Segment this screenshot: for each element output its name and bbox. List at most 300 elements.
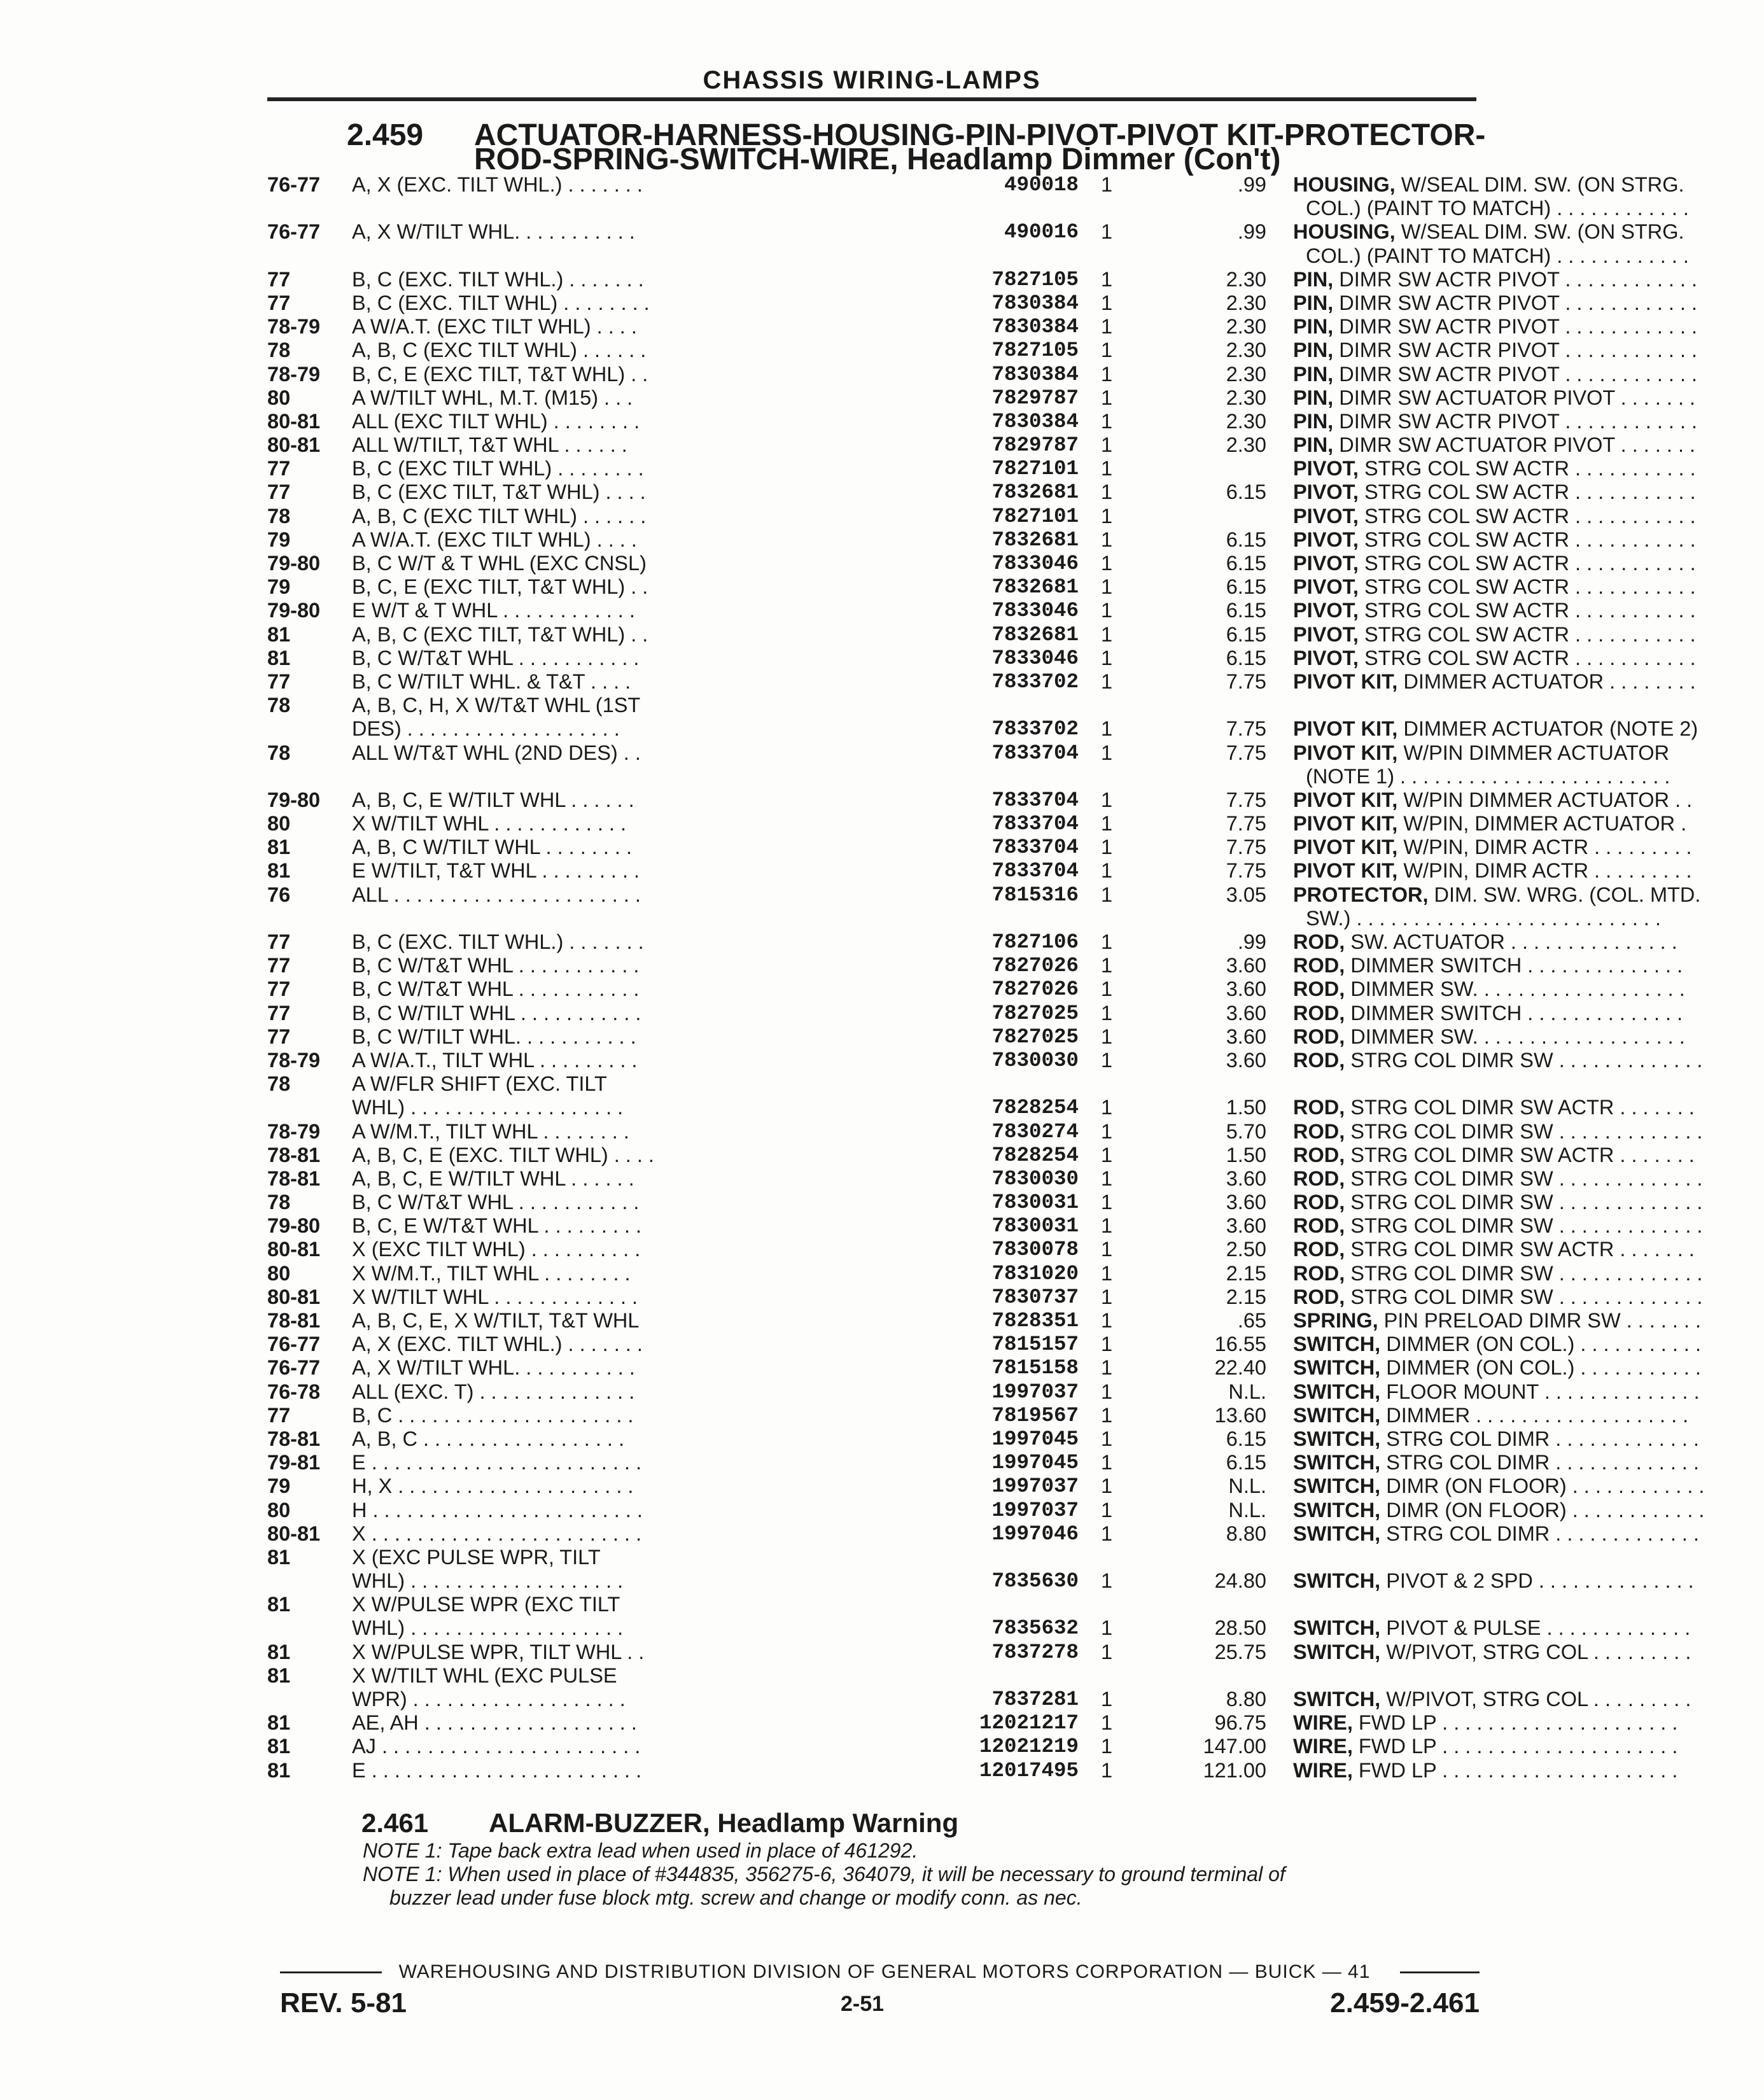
quantity: 1 bbox=[1101, 1403, 1113, 1427]
price: 2.15 bbox=[1226, 1261, 1266, 1285]
description bbox=[1293, 1499, 1751, 1522]
application: H . . . . . . . . . . . . . . . . . . . . . . . . bbox=[352, 1498, 643, 1522]
application: A W/A.T., TILT WHL . . . . . . . . . bbox=[352, 1048, 638, 1072]
model-year: 76 bbox=[267, 883, 291, 906]
model-year: 81 bbox=[267, 836, 291, 859]
application: AJ . . . . . . . . . . . . . . . . . . . . . . . bbox=[352, 1735, 641, 1758]
description-keyword: ROD, bbox=[1293, 954, 1345, 977]
description-keyword: SWITCH, bbox=[1293, 1640, 1381, 1663]
application: X W/TILT WHL . . . . . . . . . . . . bbox=[352, 812, 626, 836]
model-year: 79-81 bbox=[267, 1451, 321, 1474]
price: 6.15 bbox=[1226, 575, 1266, 599]
description bbox=[1293, 363, 1751, 386]
quantity: 1 bbox=[1101, 362, 1113, 386]
application: E W/T & T WHL . . . . . . . . . . . . bbox=[352, 599, 635, 622]
parts-row bbox=[267, 812, 1687, 836]
quantity: 1 bbox=[1101, 1427, 1113, 1450]
description bbox=[1293, 1522, 1751, 1546]
part-number: 7827101 bbox=[991, 504, 1079, 528]
quantity: 1 bbox=[1101, 669, 1113, 693]
model-year: 78-81 bbox=[267, 1309, 321, 1332]
application: E W/TILT, T&T WHL . . . . . . . . . bbox=[352, 859, 640, 883]
description-keyword: PIVOT, bbox=[1293, 504, 1359, 528]
price: 2.30 bbox=[1226, 362, 1266, 386]
parts-row bbox=[267, 1048, 1703, 1072]
quantity: 1 bbox=[1101, 386, 1113, 409]
price: 6.15 bbox=[1226, 1427, 1266, 1450]
parts-row bbox=[267, 362, 1698, 386]
description-text: STRG COL DIMR SW . . . . . . . . . . . . . bbox=[1350, 1214, 1703, 1238]
parts-row bbox=[267, 291, 1698, 315]
price: 3.05 bbox=[1226, 883, 1266, 906]
part-number: 7830078 bbox=[991, 1238, 1079, 1262]
model-year: 78-79 bbox=[267, 1119, 321, 1143]
description-keyword: WIRE, bbox=[1293, 1711, 1353, 1735]
description-text: PIVOT & PULSE . . . . . . . . . . . . . bbox=[1386, 1616, 1691, 1640]
parts-row bbox=[267, 315, 1698, 339]
description bbox=[1293, 505, 1751, 528]
quantity: 1 bbox=[1101, 504, 1113, 528]
quantity: 1 bbox=[1101, 622, 1113, 646]
part-number: 7831020 bbox=[991, 1261, 1079, 1285]
description-keyword: ROD, bbox=[1293, 1025, 1345, 1048]
price: 3.60 bbox=[1226, 977, 1266, 1001]
price: 7.75 bbox=[1226, 788, 1266, 811]
part-number: 7837281 bbox=[991, 1688, 1079, 1711]
parts-row bbox=[267, 1711, 1678, 1735]
model-year: 77 bbox=[267, 1403, 291, 1427]
part-number: 1997037 bbox=[991, 1380, 1079, 1404]
description-text: DIMR SW ACTR PIVOT . . . . . . . . . . . . bbox=[1339, 339, 1698, 362]
price: 8.80 bbox=[1226, 1688, 1266, 1711]
description-keyword: SWITCH, bbox=[1293, 1403, 1381, 1427]
description-text: DIMR SW ACTUATOR PIVOT . . . . . . . bbox=[1339, 433, 1696, 457]
model-year: 81 bbox=[267, 1735, 291, 1758]
description-text: STRG COL SW ACTR . . . . . . . . . . . bbox=[1364, 646, 1696, 669]
part-number: 7833702 bbox=[991, 717, 1079, 741]
part-number: 7833704 bbox=[991, 859, 1079, 883]
parts-row bbox=[267, 457, 1696, 481]
description-text: DIMMER ACTUATOR . . . . . . . . bbox=[1403, 669, 1696, 693]
model-year: 78 bbox=[267, 1072, 291, 1096]
model-year: 81 bbox=[267, 1593, 291, 1616]
section2-title bbox=[361, 1807, 958, 1839]
parts-row bbox=[267, 954, 1683, 978]
description-keyword: SWITCH, bbox=[1293, 1380, 1381, 1403]
description-text: DIMMER (ON COL.) . . . . . . . . . . . bbox=[1386, 1356, 1702, 1380]
application: B, C (EXC TILT, T&T WHL) . . . . bbox=[352, 480, 646, 504]
parts-row bbox=[267, 1427, 1700, 1451]
parts-row bbox=[267, 1333, 1702, 1357]
application: A, X W/TILT WHL. . . . . . . . . . . bbox=[352, 220, 635, 244]
description-text: STRG COL SW ACTR . . . . . . . . . . . bbox=[1364, 599, 1696, 622]
parts-row bbox=[267, 1025, 1685, 1049]
part-number: 490016 bbox=[1004, 220, 1079, 244]
price: 2.30 bbox=[1226, 315, 1266, 339]
description-keyword: PIN, bbox=[1293, 433, 1334, 457]
application: A, B, C, H, X W/T&T WHL (1ST bbox=[352, 694, 641, 717]
part-number: 7832681 bbox=[991, 622, 1079, 647]
description bbox=[1293, 1214, 1751, 1238]
parts-row bbox=[267, 504, 1696, 528]
price: .99 bbox=[1237, 930, 1266, 953]
model-year: 81 bbox=[267, 1758, 291, 1782]
application: A, X W/TILT WHL. . . . . . . . . . . bbox=[352, 1356, 635, 1380]
description-text: FWD LP . . . . . . . . . . . . . . . . . . . . . bbox=[1358, 1711, 1678, 1735]
parts-row bbox=[267, 1285, 1703, 1309]
model-year: 79-80 bbox=[267, 599, 321, 622]
description bbox=[1293, 1285, 1751, 1309]
description-keyword: PROTECTOR, bbox=[1293, 883, 1429, 906]
description-text: STRG COL DIMR SW . . . . . . . . . . . . . bbox=[1350, 1166, 1703, 1190]
description-text: STRG COL SW ACTR . . . . . . . . . . . bbox=[1364, 528, 1696, 551]
application: A W/TILT WHL, M.T. (M15) . . . bbox=[352, 386, 633, 409]
description bbox=[1293, 670, 1751, 694]
description-keyword: ROD, bbox=[1293, 977, 1345, 1001]
quantity: 1 bbox=[1101, 1688, 1113, 1711]
application: AE, AH . . . . . . . . . . . . . . . . . . . bbox=[352, 1711, 637, 1735]
price: 1.50 bbox=[1226, 1096, 1266, 1119]
price: .65 bbox=[1237, 1309, 1266, 1332]
quantity: 1 bbox=[1101, 646, 1113, 669]
part-number: 1997037 bbox=[991, 1474, 1079, 1499]
model-year: 76-77 bbox=[267, 220, 321, 244]
description-text: PIVOT & 2 SPD . . . . . . . . . . . . . . bbox=[1386, 1569, 1694, 1593]
price: .99 bbox=[1237, 173, 1266, 196]
description-keyword: ROD, bbox=[1293, 1285, 1345, 1308]
price: 7.75 bbox=[1226, 741, 1266, 764]
application: A, B, C, E (EXC. TILT WHL) . . . . bbox=[352, 1143, 654, 1166]
quantity: 1 bbox=[1101, 575, 1113, 599]
model-year: 78-81 bbox=[267, 1143, 321, 1166]
parts-row bbox=[267, 1143, 1695, 1167]
description bbox=[1293, 647, 1751, 670]
model-year: 81 bbox=[267, 1545, 291, 1569]
description-keyword: PIN, bbox=[1293, 339, 1334, 362]
application: A W/FLR SHIFT (EXC. TILT bbox=[352, 1072, 607, 1096]
parts-row bbox=[267, 528, 1696, 552]
description-keyword: WIRE, bbox=[1293, 1758, 1353, 1782]
description-keyword: PIN, bbox=[1293, 386, 1334, 409]
description bbox=[1293, 1167, 1751, 1191]
quantity: 1 bbox=[1101, 1758, 1113, 1782]
price: 6.15 bbox=[1226, 646, 1266, 669]
description-text: COL.) (PAINT TO MATCH) . . . . . . . . . . . . bbox=[1306, 244, 1689, 267]
quantity: 1 bbox=[1101, 1640, 1113, 1663]
description-text: STRG COL DIMR SW . . . . . . . . . . . . . bbox=[1350, 1191, 1703, 1214]
application: B, C W/TILT WHL . . . . . . . . . . . bbox=[352, 1001, 641, 1025]
quantity: 1 bbox=[1101, 220, 1113, 244]
quantity: 1 bbox=[1101, 1285, 1113, 1308]
description bbox=[1293, 1451, 1751, 1474]
quantity: 1 bbox=[1101, 528, 1113, 551]
application: WHL) . . . . . . . . . . . . . . . . . . . bbox=[352, 1096, 624, 1119]
price: 121.00 bbox=[1203, 1758, 1266, 1782]
description-text: STRG COL DIMR SW . . . . . . . . . . . . . bbox=[1350, 1119, 1703, 1143]
footer-page-number: 2-51 bbox=[840, 1992, 885, 2016]
quantity: 1 bbox=[1101, 1214, 1113, 1238]
quantity: 1 bbox=[1101, 480, 1113, 504]
description-keyword: ROD, bbox=[1293, 1048, 1345, 1072]
description-keyword: PIVOT, bbox=[1293, 528, 1359, 551]
description bbox=[1293, 315, 1751, 339]
part-number: 7829787 bbox=[991, 433, 1079, 458]
model-year: 79 bbox=[267, 528, 291, 551]
description-keyword: SWITCH, bbox=[1293, 1333, 1381, 1356]
quantity: 1 bbox=[1101, 812, 1113, 836]
price: 24.80 bbox=[1214, 1569, 1266, 1593]
price: 147.00 bbox=[1203, 1735, 1266, 1758]
description-text: DIMMER SW. . . . . . . . . . . . . . . . . . . bbox=[1350, 977, 1685, 1001]
application: A, B, C (EXC TILT WHL) . . . . . . bbox=[352, 339, 647, 362]
model-year: 81 bbox=[267, 1663, 291, 1687]
model-year: 76-77 bbox=[267, 1333, 321, 1356]
application: B, C, E (EXC TILT, T&T WHL) . . bbox=[352, 575, 648, 599]
price: 13.60 bbox=[1214, 1403, 1266, 1427]
quantity: 1 bbox=[1101, 836, 1113, 859]
description-keyword: ROD, bbox=[1293, 1214, 1345, 1238]
part-number: 12021217 bbox=[979, 1711, 1079, 1735]
price: 3.60 bbox=[1226, 954, 1266, 977]
description bbox=[1293, 1616, 1751, 1640]
part-number: 7819567 bbox=[991, 1403, 1079, 1427]
application: B, C . . . . . . . . . . . . . . . . . . . . . bbox=[352, 1403, 634, 1427]
parts-row bbox=[267, 244, 1689, 268]
quantity: 1 bbox=[1101, 1166, 1113, 1190]
model-year: 77 bbox=[267, 457, 291, 480]
model-year: 76-77 bbox=[267, 1356, 321, 1380]
description-text: DIMMER ACTUATOR (NOTE 2) bbox=[1403, 717, 1698, 741]
part-number: 7833046 bbox=[991, 552, 1079, 575]
description-text: (NOTE 1) . . . . . . . . . . . . . . . . . . . . . . . . bbox=[1306, 764, 1670, 788]
description-keyword: SWITCH, bbox=[1293, 1474, 1381, 1498]
price: 6.15 bbox=[1226, 480, 1266, 504]
description-text: W/PIN, DIMMER ACTUATOR . bbox=[1403, 812, 1687, 836]
part-number: 7833046 bbox=[991, 646, 1079, 670]
header-rule bbox=[267, 97, 1476, 101]
description-text: W/SEAL DIM. SW. (ON STRG. bbox=[1401, 220, 1684, 244]
part-number: 7833704 bbox=[991, 788, 1079, 812]
model-year: 81 bbox=[267, 646, 291, 669]
parts-row bbox=[267, 599, 1696, 623]
model-year: 77 bbox=[267, 291, 291, 314]
quantity: 1 bbox=[1101, 1474, 1113, 1498]
quantity: 1 bbox=[1101, 267, 1113, 291]
quantity: 1 bbox=[1101, 339, 1113, 362]
model-year: 78-81 bbox=[267, 1166, 321, 1190]
part-number: 490018 bbox=[1004, 173, 1079, 197]
description-text: STRG COL DIMR . . . . . . . . . . . . . bbox=[1386, 1451, 1700, 1474]
quantity: 1 bbox=[1101, 1616, 1113, 1640]
description bbox=[1293, 1309, 1751, 1333]
model-year: 77 bbox=[267, 977, 291, 1001]
model-year: 78 bbox=[267, 339, 291, 362]
application: A W/M.T., TILT WHL . . . . . . . . bbox=[352, 1119, 629, 1143]
model-year: 79-80 bbox=[267, 552, 321, 575]
description-text: DIMR SW ACTR PIVOT . . . . . . . . . . . . bbox=[1339, 409, 1698, 433]
quantity: 1 bbox=[1101, 1025, 1113, 1048]
price: 16.55 bbox=[1214, 1333, 1266, 1356]
quantity: 1 bbox=[1101, 977, 1113, 1001]
description bbox=[1293, 1144, 1751, 1167]
description-keyword: PIVOT KIT, bbox=[1293, 859, 1398, 883]
description-keyword: PIN, bbox=[1293, 362, 1334, 386]
price: 28.50 bbox=[1214, 1616, 1266, 1640]
model-year: 77 bbox=[267, 1025, 291, 1048]
parts-row bbox=[267, 1451, 1700, 1475]
description bbox=[1293, 268, 1751, 291]
part-number: 1997045 bbox=[991, 1427, 1079, 1451]
model-year: 79 bbox=[267, 575, 291, 599]
description-text: STRG COL SW ACTR . . . . . . . . . . . bbox=[1364, 575, 1696, 599]
quantity: 1 bbox=[1101, 717, 1113, 741]
application: A, X (EXC. TILT WHL.) . . . . . . . bbox=[352, 1333, 643, 1356]
description bbox=[1293, 575, 1751, 599]
part-number: 7829787 bbox=[991, 386, 1079, 410]
description-text: STRG COL DIMR SW ACTR . . . . . . . bbox=[1350, 1238, 1695, 1261]
description-text: FWD LP . . . . . . . . . . . . . . . . . . . . . bbox=[1358, 1735, 1678, 1758]
description-text: W/SEAL DIM. SW. (ON STRG. bbox=[1401, 173, 1684, 196]
part-number: 7832681 bbox=[991, 575, 1079, 599]
part-number: 7815157 bbox=[991, 1333, 1079, 1357]
parts-row bbox=[267, 267, 1698, 291]
description bbox=[1293, 220, 1751, 244]
price: 7.75 bbox=[1226, 836, 1266, 859]
price: 6.15 bbox=[1226, 552, 1266, 575]
description bbox=[1293, 1688, 1751, 1711]
description-keyword: SWITCH, bbox=[1293, 1356, 1381, 1380]
model-year: 80-81 bbox=[267, 1522, 321, 1545]
application: WHL) . . . . . . . . . . . . . . . . . . . bbox=[352, 1569, 624, 1593]
description-keyword: PIVOT KIT, bbox=[1293, 669, 1398, 693]
description-keyword: SWITCH, bbox=[1293, 1522, 1381, 1545]
description bbox=[1293, 1120, 1751, 1144]
price: 3.60 bbox=[1226, 1214, 1266, 1238]
page-header bbox=[267, 66, 1476, 95]
model-year: 80-81 bbox=[267, 409, 321, 433]
parts-row bbox=[267, 788, 1693, 812]
model-year: 76-77 bbox=[267, 173, 321, 196]
price: 2.50 bbox=[1226, 1238, 1266, 1261]
model-year: 77 bbox=[267, 930, 291, 953]
model-year: 78 bbox=[267, 694, 291, 717]
part-number: 7827026 bbox=[991, 954, 1079, 978]
description-keyword: PIVOT, bbox=[1293, 552, 1359, 575]
quantity: 1 bbox=[1101, 1001, 1113, 1025]
description-text: SW.) . . . . . . . . . . . . . . . . . . . . . . . . . . . bbox=[1306, 906, 1662, 930]
quantity: 1 bbox=[1101, 1711, 1113, 1735]
model-year: 80-81 bbox=[267, 1238, 321, 1261]
description bbox=[1293, 528, 1751, 552]
parts-row bbox=[267, 1309, 1702, 1333]
parts-row bbox=[267, 1166, 1703, 1191]
description bbox=[1293, 433, 1751, 457]
price: 25.75 bbox=[1214, 1640, 1266, 1663]
price: N.L. bbox=[1228, 1498, 1266, 1522]
description-keyword: PIVOT, bbox=[1293, 646, 1359, 669]
price: 96.75 bbox=[1214, 1711, 1266, 1735]
model-year: 80 bbox=[267, 1498, 291, 1522]
description-text: DIMMER SWITCH . . . . . . . . . . . . . . bbox=[1350, 1001, 1683, 1025]
description bbox=[1293, 457, 1751, 480]
application: B, C W/TILT WHL. & T&T . . . . bbox=[352, 669, 631, 693]
parts-row bbox=[267, 646, 1696, 670]
part-number: 1997045 bbox=[991, 1451, 1079, 1475]
description-keyword: ROD, bbox=[1293, 1261, 1345, 1285]
price: 6.15 bbox=[1226, 1451, 1266, 1474]
price: N.L. bbox=[1228, 1380, 1266, 1403]
description-text: STRG COL DIMR SW ACTR . . . . . . . bbox=[1350, 1143, 1695, 1166]
price: 7.75 bbox=[1226, 812, 1266, 836]
parts-row bbox=[267, 575, 1696, 599]
description bbox=[1293, 883, 1751, 907]
part-number: 7833704 bbox=[991, 836, 1079, 860]
description-keyword: ROD, bbox=[1293, 1096, 1345, 1119]
description bbox=[1293, 1427, 1751, 1451]
price: 2.30 bbox=[1226, 291, 1266, 314]
quantity: 1 bbox=[1101, 1356, 1113, 1380]
application: E . . . . . . . . . . . . . . . . . . . . . . . . bbox=[352, 1451, 642, 1474]
description-text: DIM. SW. WRG. (COL. MTD. bbox=[1434, 883, 1701, 906]
application: WHL) . . . . . . . . . . . . . . . . . . . bbox=[352, 1616, 624, 1640]
price: 3.60 bbox=[1226, 1001, 1266, 1025]
part-number: 7827106 bbox=[991, 930, 1079, 954]
model-year: 77 bbox=[267, 1001, 291, 1025]
part-number: 7827025 bbox=[991, 1025, 1079, 1049]
description-text: W/PIN, DIMR ACTR . . . . . . . . . bbox=[1403, 859, 1692, 883]
description-keyword: ROD, bbox=[1293, 1238, 1345, 1261]
description-keyword: PIN, bbox=[1293, 267, 1334, 291]
notes bbox=[363, 1839, 1495, 1910]
part-number: 7815158 bbox=[991, 1356, 1079, 1380]
description-keyword: SPRING, bbox=[1293, 1309, 1378, 1332]
model-year: 77 bbox=[267, 267, 291, 291]
part-number: 7833704 bbox=[991, 812, 1079, 836]
model-year: 79-80 bbox=[267, 788, 321, 811]
part-number: 12017495 bbox=[979, 1758, 1079, 1782]
application: ALL . . . . . . . . . . . . . . . . . . . . . . bbox=[352, 883, 641, 906]
parts-row bbox=[267, 1498, 1705, 1522]
description bbox=[1293, 173, 1751, 197]
parts-row bbox=[267, 930, 1677, 954]
application: B, C (EXC. TILT WHL.) . . . . . . . bbox=[352, 930, 644, 953]
model-year: 81 bbox=[267, 859, 291, 883]
parts-row bbox=[267, 1403, 1689, 1427]
parts-row bbox=[267, 1191, 1703, 1215]
application: X W/TILT WHL . . . . . . . . . . . . . bbox=[352, 1285, 638, 1308]
application: X (EXC PULSE WPR, TILT bbox=[352, 1545, 601, 1569]
part-number: 12021219 bbox=[979, 1735, 1079, 1759]
quantity: 1 bbox=[1101, 954, 1113, 977]
description bbox=[1293, 1025, 1751, 1049]
quantity: 1 bbox=[1101, 433, 1113, 457]
description bbox=[1293, 1380, 1751, 1404]
description-keyword: WIRE, bbox=[1293, 1735, 1353, 1758]
description bbox=[1293, 788, 1751, 812]
parts-row bbox=[267, 1474, 1705, 1499]
description-keyword: PIN, bbox=[1293, 315, 1334, 339]
part-number: 7827105 bbox=[991, 339, 1079, 363]
application: ALL (EXC. T) . . . . . . . . . . . . . . bbox=[352, 1380, 635, 1403]
description-text: STRG COL DIMR SW . . . . . . . . . . . . . bbox=[1350, 1048, 1703, 1072]
parts-row bbox=[267, 433, 1696, 458]
application: B, C, E (EXC TILT, T&T WHL) . . bbox=[352, 362, 648, 386]
application: WPR) . . . . . . . . . . . . . . . . . . . bbox=[352, 1688, 626, 1711]
description-keyword: ROD, bbox=[1293, 1001, 1345, 1025]
application: B, C W/T&T WHL . . . . . . . . . . . bbox=[352, 977, 640, 1001]
description-text: DIMMER SW. . . . . . . . . . . . . . . . . . . bbox=[1350, 1025, 1685, 1048]
description-keyword: PIVOT KIT, bbox=[1293, 836, 1398, 859]
